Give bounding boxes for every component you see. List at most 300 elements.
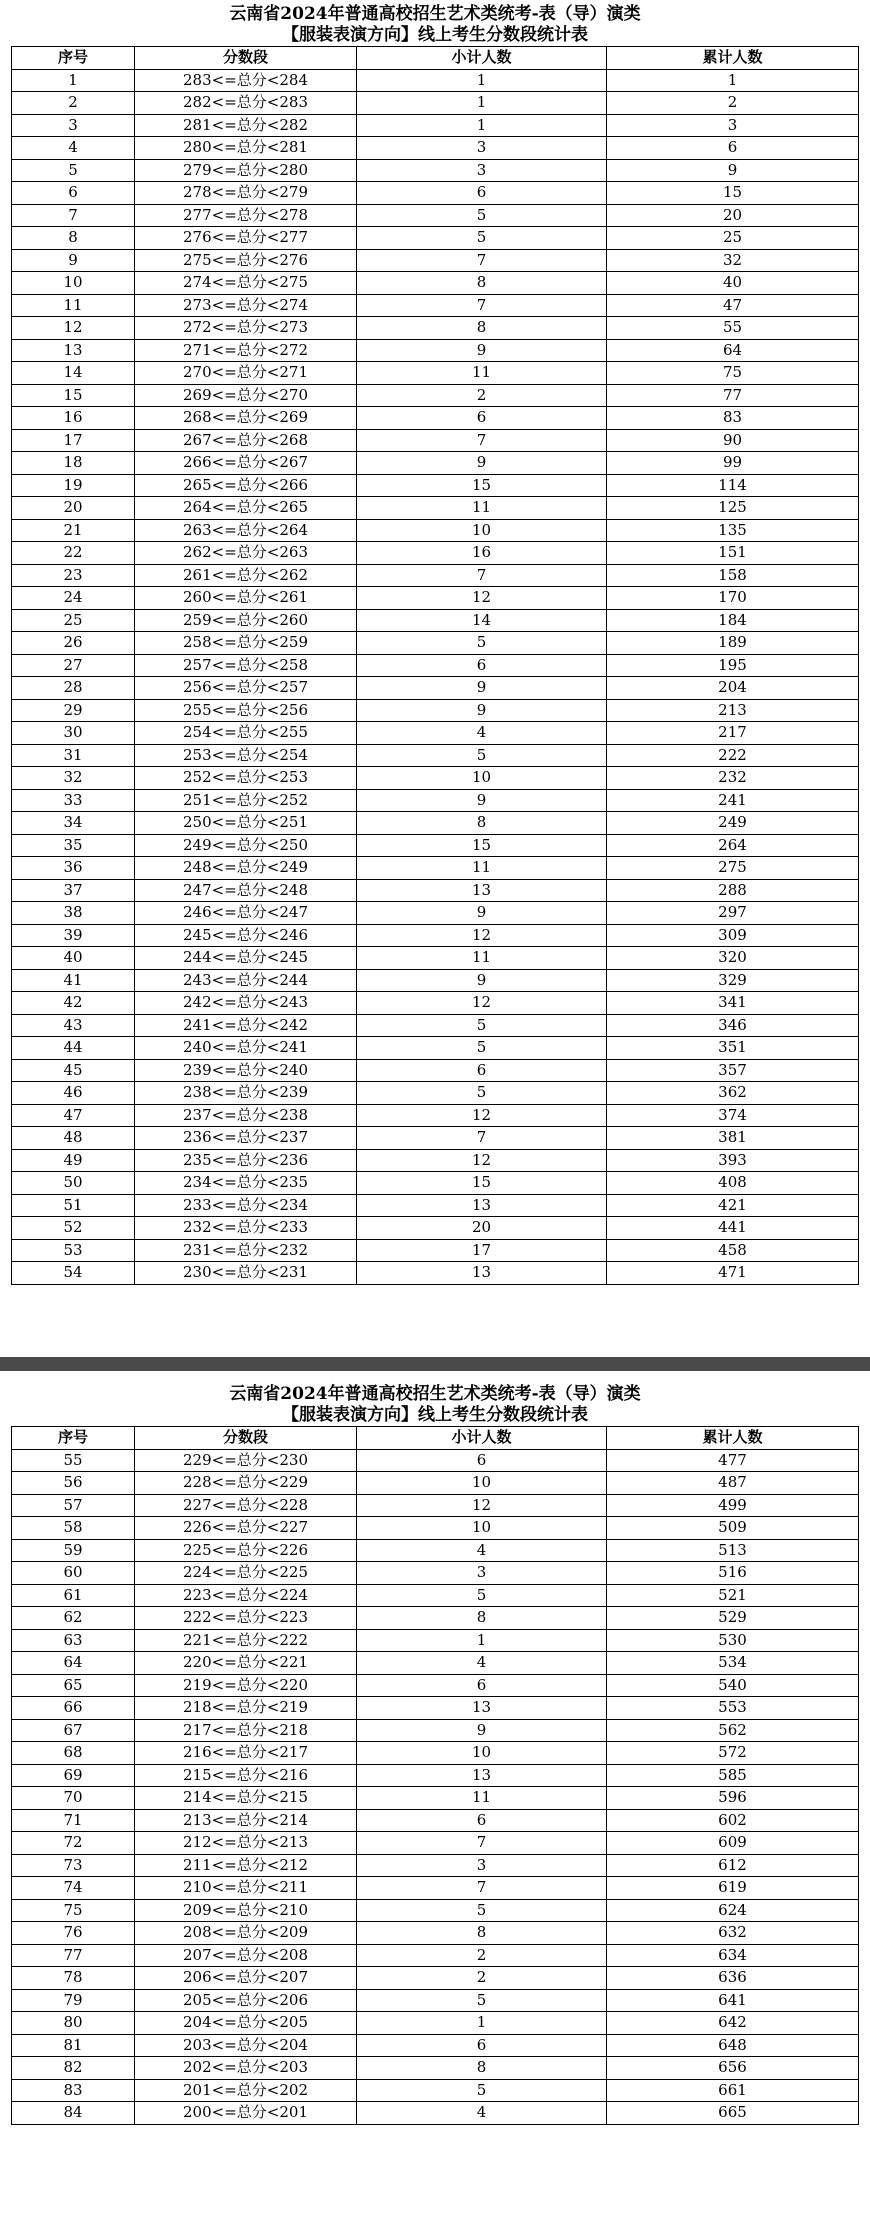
cell-subtotal: 4 bbox=[357, 1539, 607, 1562]
cell-index: 80 bbox=[12, 2012, 135, 2035]
cell-score-range: 257<=总分<258 bbox=[135, 654, 357, 677]
cell-subtotal: 10 bbox=[357, 519, 607, 542]
cell-cumulative: 487 bbox=[607, 1472, 859, 1495]
cell-score-range: 207<=总分<208 bbox=[135, 1944, 357, 1967]
cell-cumulative: 99 bbox=[607, 452, 859, 475]
cell-cumulative: 540 bbox=[607, 1674, 859, 1697]
cell-subtotal: 16 bbox=[357, 542, 607, 565]
table-row bbox=[12, 1854, 859, 1877]
cell-subtotal: 9 bbox=[357, 969, 607, 992]
cell-score-range: 254<=总分<255 bbox=[135, 722, 357, 745]
cell-cumulative: 1 bbox=[607, 69, 859, 92]
cell-cumulative: 184 bbox=[607, 609, 859, 632]
cell-cumulative: 213 bbox=[607, 699, 859, 722]
table-row bbox=[12, 1787, 859, 1810]
cell-cumulative: 75 bbox=[607, 362, 859, 385]
cell-score-range: 204<=总分<205 bbox=[135, 2012, 357, 2035]
cell-index: 29 bbox=[12, 699, 135, 722]
table-row bbox=[12, 632, 859, 655]
cell-score-range: 237<=总分<238 bbox=[135, 1104, 357, 1127]
cell-subtotal: 12 bbox=[357, 992, 607, 1015]
cell-index: 62 bbox=[12, 1607, 135, 1630]
cell-cumulative: 83 bbox=[607, 407, 859, 430]
cell-cumulative: 362 bbox=[607, 1082, 859, 1105]
table-row bbox=[12, 924, 859, 947]
cell-subtotal: 7 bbox=[357, 429, 607, 452]
cell-index: 44 bbox=[12, 1037, 135, 1060]
cell-score-range: 264<=总分<265 bbox=[135, 497, 357, 520]
cell-cumulative: 264 bbox=[607, 834, 859, 857]
cell-index: 71 bbox=[12, 1809, 135, 1832]
cell-index: 61 bbox=[12, 1584, 135, 1607]
table-row bbox=[12, 542, 859, 565]
cell-cumulative: 619 bbox=[607, 1877, 859, 1900]
cell-subtotal: 2 bbox=[357, 1944, 607, 1967]
cell-subtotal: 15 bbox=[357, 474, 607, 497]
cell-cumulative: 297 bbox=[607, 902, 859, 925]
cell-index: 73 bbox=[12, 1854, 135, 1877]
cell-subtotal: 3 bbox=[357, 137, 607, 160]
table-row bbox=[12, 902, 859, 925]
cell-subtotal: 1 bbox=[357, 92, 607, 115]
cell-score-range: 227<=总分<228 bbox=[135, 1494, 357, 1517]
cell-cumulative: 661 bbox=[607, 2079, 859, 2102]
cell-cumulative: 408 bbox=[607, 1172, 859, 1195]
table-row bbox=[12, 1239, 859, 1262]
table-row bbox=[12, 182, 859, 205]
cell-score-range: 205<=总分<206 bbox=[135, 1989, 357, 2012]
table-row bbox=[12, 1989, 859, 2012]
cell-cumulative: 421 bbox=[607, 1194, 859, 1217]
cell-subtotal: 7 bbox=[357, 1877, 607, 1900]
table-row bbox=[12, 677, 859, 700]
cell-index: 19 bbox=[12, 474, 135, 497]
cell-cumulative: 499 bbox=[607, 1494, 859, 1517]
cell-subtotal: 7 bbox=[357, 249, 607, 272]
cell-cumulative: 329 bbox=[607, 969, 859, 992]
cell-score-range: 222<=总分<223 bbox=[135, 1607, 357, 1630]
cell-subtotal: 10 bbox=[357, 1472, 607, 1495]
table-row bbox=[12, 1517, 859, 1540]
table-row bbox=[12, 1494, 859, 1517]
cell-subtotal: 1 bbox=[357, 2012, 607, 2035]
table-row bbox=[12, 722, 859, 745]
table-row bbox=[12, 812, 859, 835]
cell-score-range: 231<=总分<232 bbox=[135, 1239, 357, 1262]
table-row bbox=[12, 1262, 859, 1285]
table-row bbox=[12, 362, 859, 385]
cell-index: 72 bbox=[12, 1832, 135, 1855]
table-row bbox=[12, 249, 859, 272]
cell-subtotal: 12 bbox=[357, 1149, 607, 1172]
table-row bbox=[12, 1449, 859, 1472]
cell-cumulative: 441 bbox=[607, 1217, 859, 1240]
table-row bbox=[12, 609, 859, 632]
cell-index: 31 bbox=[12, 744, 135, 767]
cell-cumulative: 47 bbox=[607, 294, 859, 317]
cell-subtotal: 15 bbox=[357, 1172, 607, 1195]
cell-subtotal: 17 bbox=[357, 1239, 607, 1262]
cell-subtotal: 7 bbox=[357, 1832, 607, 1855]
cell-score-range: 250<=总分<251 bbox=[135, 812, 357, 835]
table-row bbox=[12, 1082, 859, 1105]
cell-score-range: 271<=总分<272 bbox=[135, 339, 357, 362]
cell-score-range: 273<=总分<274 bbox=[135, 294, 357, 317]
cell-index: 33 bbox=[12, 789, 135, 812]
cell-cumulative: 55 bbox=[607, 317, 859, 340]
cell-subtotal: 8 bbox=[357, 317, 607, 340]
cell-cumulative: 553 bbox=[607, 1697, 859, 1720]
cell-index: 32 bbox=[12, 767, 135, 790]
table-row bbox=[12, 1764, 859, 1787]
cell-score-range: 274<=总分<275 bbox=[135, 272, 357, 295]
cell-score-range: 280<=总分<281 bbox=[135, 137, 357, 160]
table-row bbox=[12, 834, 859, 857]
table-row bbox=[12, 519, 859, 542]
cell-index: 39 bbox=[12, 924, 135, 947]
cell-index: 4 bbox=[12, 137, 135, 160]
cell-index: 82 bbox=[12, 2057, 135, 2080]
cell-index: 30 bbox=[12, 722, 135, 745]
cell-subtotal: 7 bbox=[357, 294, 607, 317]
cell-score-range: 259<=总分<260 bbox=[135, 609, 357, 632]
cell-subtotal: 13 bbox=[357, 1262, 607, 1285]
cell-index: 52 bbox=[12, 1217, 135, 1240]
cell-cumulative: 634 bbox=[607, 1944, 859, 1967]
cell-cumulative: 665 bbox=[607, 2102, 859, 2125]
header-subtotal: 小计人数 bbox=[357, 1427, 607, 1450]
cell-index: 59 bbox=[12, 1539, 135, 1562]
cell-cumulative: 32 bbox=[607, 249, 859, 272]
cell-score-range: 226<=总分<227 bbox=[135, 1517, 357, 1540]
cell-index: 43 bbox=[12, 1014, 135, 1037]
cell-score-range: 255<=总分<256 bbox=[135, 699, 357, 722]
cell-score-range: 256<=总分<257 bbox=[135, 677, 357, 700]
cell-score-range: 260<=总分<261 bbox=[135, 587, 357, 610]
cell-index: 36 bbox=[12, 857, 135, 880]
cell-cumulative: 125 bbox=[607, 497, 859, 520]
cell-subtotal: 11 bbox=[357, 1787, 607, 1810]
cell-score-range: 234<=总分<235 bbox=[135, 1172, 357, 1195]
cell-cumulative: 241 bbox=[607, 789, 859, 812]
cell-subtotal: 5 bbox=[357, 1082, 607, 1105]
cell-cumulative: 25 bbox=[607, 227, 859, 250]
table-row bbox=[12, 992, 859, 1015]
table-row bbox=[12, 452, 859, 475]
table-row bbox=[12, 744, 859, 767]
cell-index: 8 bbox=[12, 227, 135, 250]
table-row bbox=[12, 564, 859, 587]
cell-subtotal: 12 bbox=[357, 1104, 607, 1127]
cell-index: 28 bbox=[12, 677, 135, 700]
table-row bbox=[12, 2034, 859, 2057]
cell-score-range: 244<=总分<245 bbox=[135, 947, 357, 970]
table-row bbox=[12, 317, 859, 340]
cell-score-range: 210<=总分<211 bbox=[135, 1877, 357, 1900]
cell-index: 25 bbox=[12, 609, 135, 632]
cell-cumulative: 2 bbox=[607, 92, 859, 115]
cell-cumulative: 642 bbox=[607, 2012, 859, 2035]
header-cumulative: 累计人数 bbox=[607, 47, 859, 70]
table-row bbox=[12, 1809, 859, 1832]
table-row bbox=[12, 1629, 859, 1652]
cell-cumulative: 393 bbox=[607, 1149, 859, 1172]
table-row bbox=[12, 2102, 859, 2125]
cell-index: 18 bbox=[12, 452, 135, 475]
cell-index: 49 bbox=[12, 1149, 135, 1172]
cell-cumulative: 596 bbox=[607, 1787, 859, 1810]
cell-score-range: 240<=总分<241 bbox=[135, 1037, 357, 1060]
cell-score-range: 241<=总分<242 bbox=[135, 1014, 357, 1037]
score-distribution-table bbox=[11, 1426, 859, 2125]
cell-cumulative: 40 bbox=[607, 272, 859, 295]
cell-subtotal: 4 bbox=[357, 1652, 607, 1675]
cell-score-range: 283<=总分<284 bbox=[135, 69, 357, 92]
cell-subtotal: 10 bbox=[357, 1742, 607, 1765]
cell-cumulative: 572 bbox=[607, 1742, 859, 1765]
cell-cumulative: 381 bbox=[607, 1127, 859, 1150]
table-row bbox=[12, 2012, 859, 2035]
cell-subtotal: 7 bbox=[357, 564, 607, 587]
cell-subtotal: 6 bbox=[357, 182, 607, 205]
cell-cumulative: 151 bbox=[607, 542, 859, 565]
cell-subtotal: 4 bbox=[357, 2102, 607, 2125]
cell-cumulative: 275 bbox=[607, 857, 859, 880]
cell-index: 46 bbox=[12, 1082, 135, 1105]
table-body bbox=[12, 1449, 859, 2124]
cell-cumulative: 204 bbox=[607, 677, 859, 700]
cell-index: 65 bbox=[12, 1674, 135, 1697]
header-score-range: 分数段 bbox=[135, 47, 357, 70]
cell-subtotal: 11 bbox=[357, 857, 607, 880]
cell-subtotal: 3 bbox=[357, 1854, 607, 1877]
table-row bbox=[12, 1194, 859, 1217]
cell-subtotal: 8 bbox=[357, 1922, 607, 1945]
cell-cumulative: 77 bbox=[607, 384, 859, 407]
cell-score-range: 212<=总分<213 bbox=[135, 1832, 357, 1855]
cell-subtotal: 5 bbox=[357, 204, 607, 227]
table-row bbox=[12, 497, 859, 520]
cell-subtotal: 2 bbox=[357, 1967, 607, 1990]
table-row bbox=[12, 1562, 859, 1585]
cell-score-range: 261<=总分<262 bbox=[135, 564, 357, 587]
table-row bbox=[12, 1217, 859, 1240]
cell-score-range: 265<=总分<266 bbox=[135, 474, 357, 497]
cell-index: 38 bbox=[12, 902, 135, 925]
cell-score-range: 279<=总分<280 bbox=[135, 159, 357, 182]
cell-index: 57 bbox=[12, 1494, 135, 1517]
cell-cumulative: 64 bbox=[607, 339, 859, 362]
cell-subtotal: 20 bbox=[357, 1217, 607, 1240]
cell-score-range: 206<=总分<207 bbox=[135, 1967, 357, 1990]
cell-subtotal: 9 bbox=[357, 1719, 607, 1742]
cell-index: 58 bbox=[12, 1517, 135, 1540]
table-row bbox=[12, 137, 859, 160]
cell-cumulative: 509 bbox=[607, 1517, 859, 1540]
cell-index: 41 bbox=[12, 969, 135, 992]
table-row bbox=[12, 1674, 859, 1697]
cell-subtotal: 5 bbox=[357, 1014, 607, 1037]
cell-score-range: 223<=总分<224 bbox=[135, 1584, 357, 1607]
cell-subtotal: 6 bbox=[357, 1059, 607, 1082]
cell-cumulative: 158 bbox=[607, 564, 859, 587]
cell-subtotal: 13 bbox=[357, 879, 607, 902]
cell-index: 63 bbox=[12, 1629, 135, 1652]
cell-score-range: 233<=总分<234 bbox=[135, 1194, 357, 1217]
cell-subtotal: 4 bbox=[357, 722, 607, 745]
cell-cumulative: 357 bbox=[607, 1059, 859, 1082]
cell-subtotal: 14 bbox=[357, 609, 607, 632]
table-row bbox=[12, 1652, 859, 1675]
cell-subtotal: 6 bbox=[357, 2034, 607, 2057]
table-row bbox=[12, 1607, 859, 1630]
cell-cumulative: 90 bbox=[607, 429, 859, 452]
cell-score-range: 211<=总分<212 bbox=[135, 1854, 357, 1877]
table-row bbox=[12, 947, 859, 970]
cell-cumulative: 529 bbox=[607, 1607, 859, 1630]
cell-subtotal: 5 bbox=[357, 744, 607, 767]
cell-index: 9 bbox=[12, 249, 135, 272]
cell-score-range: 235<=总分<236 bbox=[135, 1149, 357, 1172]
cell-cumulative: 20 bbox=[607, 204, 859, 227]
cell-cumulative: 513 bbox=[607, 1539, 859, 1562]
table-row bbox=[12, 1037, 859, 1060]
cell-score-range: 276<=总分<277 bbox=[135, 227, 357, 250]
cell-cumulative: 217 bbox=[607, 722, 859, 745]
cell-score-range: 216<=总分<217 bbox=[135, 1742, 357, 1765]
cell-subtotal: 5 bbox=[357, 227, 607, 250]
header-cumulative: 累计人数 bbox=[607, 1427, 859, 1450]
cell-cumulative: 636 bbox=[607, 1967, 859, 1990]
cell-score-range: 202<=总分<203 bbox=[135, 2057, 357, 2080]
cell-index: 68 bbox=[12, 1742, 135, 1765]
cell-subtotal: 13 bbox=[357, 1764, 607, 1787]
table-row bbox=[12, 1967, 859, 1990]
cell-subtotal: 3 bbox=[357, 159, 607, 182]
cell-subtotal: 8 bbox=[357, 812, 607, 835]
table-row bbox=[12, 1877, 859, 1900]
cell-index: 51 bbox=[12, 1194, 135, 1217]
cell-score-range: 262<=总分<263 bbox=[135, 542, 357, 565]
cell-score-range: 220<=总分<221 bbox=[135, 1652, 357, 1675]
cell-index: 6 bbox=[12, 182, 135, 205]
cell-score-range: 251<=总分<252 bbox=[135, 789, 357, 812]
cell-cumulative: 309 bbox=[607, 924, 859, 947]
cell-index: 7 bbox=[12, 204, 135, 227]
cell-cumulative: 656 bbox=[607, 2057, 859, 2080]
cell-cumulative: 534 bbox=[607, 1652, 859, 1675]
cell-score-range: 278<=总分<279 bbox=[135, 182, 357, 205]
cell-subtotal: 1 bbox=[357, 114, 607, 137]
cell-index: 1 bbox=[12, 69, 135, 92]
cell-cumulative: 320 bbox=[607, 947, 859, 970]
table-row bbox=[12, 1472, 859, 1495]
cell-index: 22 bbox=[12, 542, 135, 565]
cell-index: 83 bbox=[12, 2079, 135, 2102]
cell-subtotal: 8 bbox=[357, 272, 607, 295]
cell-index: 75 bbox=[12, 1899, 135, 1922]
cell-score-range: 224<=总分<225 bbox=[135, 1562, 357, 1585]
cell-subtotal: 5 bbox=[357, 1989, 607, 2012]
cell-index: 11 bbox=[12, 294, 135, 317]
table-body bbox=[12, 69, 859, 1284]
cell-score-range: 263<=总分<264 bbox=[135, 519, 357, 542]
cell-cumulative: 374 bbox=[607, 1104, 859, 1127]
table-row bbox=[12, 1832, 859, 1855]
table-row bbox=[12, 1172, 859, 1195]
cell-subtotal: 6 bbox=[357, 654, 607, 677]
cell-subtotal: 5 bbox=[357, 2079, 607, 2102]
cell-index: 24 bbox=[12, 587, 135, 610]
cell-score-range: 219<=总分<220 bbox=[135, 1674, 357, 1697]
cell-cumulative: 351 bbox=[607, 1037, 859, 1060]
table-row bbox=[12, 339, 859, 362]
table-row bbox=[12, 1899, 859, 1922]
cell-subtotal: 2 bbox=[357, 384, 607, 407]
header-index: 序号 bbox=[12, 1427, 135, 1450]
cell-index: 34 bbox=[12, 812, 135, 835]
table-row bbox=[12, 1922, 859, 1945]
cell-score-range: 249<=总分<250 bbox=[135, 834, 357, 857]
table-row bbox=[12, 699, 859, 722]
cell-subtotal: 6 bbox=[357, 407, 607, 430]
cell-cumulative: 648 bbox=[607, 2034, 859, 2057]
table-row bbox=[12, 767, 859, 790]
cell-cumulative: 15 bbox=[607, 182, 859, 205]
cell-score-range: 208<=总分<209 bbox=[135, 1922, 357, 1945]
page-separator bbox=[0, 1345, 870, 1380]
table-row bbox=[12, 429, 859, 452]
cell-cumulative: 6 bbox=[607, 137, 859, 160]
cell-subtotal: 6 bbox=[357, 1674, 607, 1697]
cell-subtotal: 6 bbox=[357, 1809, 607, 1832]
cell-index: 2 bbox=[12, 92, 135, 115]
cell-cumulative: 3 bbox=[607, 114, 859, 137]
cell-index: 50 bbox=[12, 1172, 135, 1195]
cell-index: 56 bbox=[12, 1472, 135, 1495]
page-title-line2: 【服装表演方向】线上考生分数段统计表 bbox=[282, 1405, 588, 1425]
cell-score-range: 218<=总分<219 bbox=[135, 1697, 357, 1720]
cell-score-range: 238<=总分<239 bbox=[135, 1082, 357, 1105]
table-header-row bbox=[12, 47, 859, 70]
cell-score-range: 225<=总分<226 bbox=[135, 1539, 357, 1562]
cell-index: 67 bbox=[12, 1719, 135, 1742]
cell-index: 45 bbox=[12, 1059, 135, 1082]
table-row bbox=[12, 114, 859, 137]
cell-subtotal: 8 bbox=[357, 2057, 607, 2080]
cell-score-range: 282<=总分<283 bbox=[135, 92, 357, 115]
table-row bbox=[12, 587, 859, 610]
cell-index: 23 bbox=[12, 564, 135, 587]
cell-score-range: 269<=总分<270 bbox=[135, 384, 357, 407]
cell-cumulative: 585 bbox=[607, 1764, 859, 1787]
cell-score-range: 248<=总分<249 bbox=[135, 857, 357, 880]
cell-subtotal: 9 bbox=[357, 789, 607, 812]
cell-subtotal: 7 bbox=[357, 1127, 607, 1150]
cell-cumulative: 346 bbox=[607, 1014, 859, 1037]
cell-index: 55 bbox=[12, 1449, 135, 1472]
cell-index: 15 bbox=[12, 384, 135, 407]
cell-score-range: 266<=总分<267 bbox=[135, 452, 357, 475]
cell-cumulative: 195 bbox=[607, 654, 859, 677]
table-row bbox=[12, 92, 859, 115]
cell-score-range: 215<=总分<216 bbox=[135, 1764, 357, 1787]
cell-index: 40 bbox=[12, 947, 135, 970]
cell-index: 13 bbox=[12, 339, 135, 362]
cell-index: 17 bbox=[12, 429, 135, 452]
cell-index: 54 bbox=[12, 1262, 135, 1285]
cell-index: 48 bbox=[12, 1127, 135, 1150]
